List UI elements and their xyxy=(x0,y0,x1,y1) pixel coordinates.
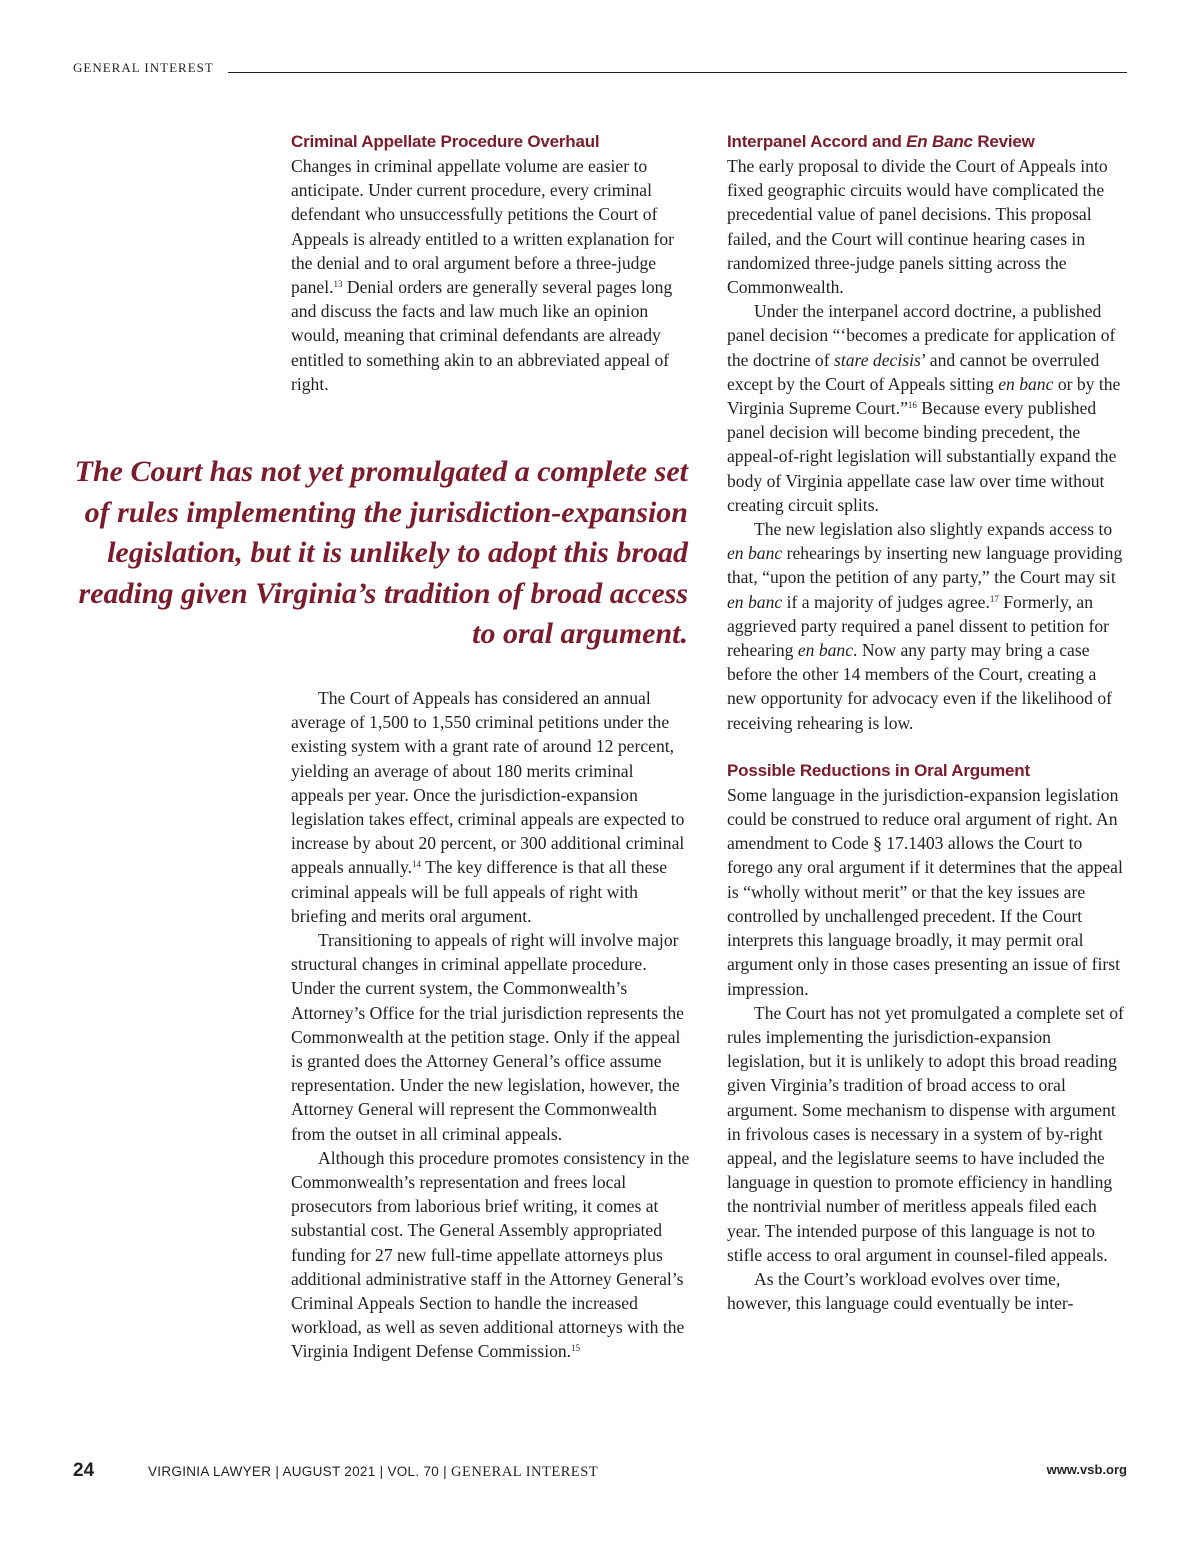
header-rule xyxy=(228,72,1127,73)
paragraph: The Court of Appeals has considered an annual average of 1,500 to 1,550 criminal petitions under the existing system with a grant rate of around 12 percent, yielding an average of about 180 merits criminal appeals per year. Once the jurisdiction-expansion legislation takes effect, criminal appeals are expected to increase by about 20 percent, or 300 additional criminal appeals annually.$^{14}$ The key difference is that all these criminal appeals will be full appeals of right with briefing and merits oral argument. xyxy=(291,688,685,926)
footnote-ref: 16 xyxy=(907,400,917,411)
paragraph: The Court has not yet promulgated a complete set of rules implementing the jurisdiction-expansion legislation, but it is unlikely to adopt this broad reading given Virginia’s tradition of broad access to oral argument. Some mechanism to dispense with argument in frivolous cases is necessary in a system of by-right appeal, and the legislature seems to have included the language in question to promote efficiency in handling the nontrivial number of meritless appeals filed each year. The intended purpose of this language is not to stifle access to oral argument in counsel-filed appeals. xyxy=(727,1002,1124,1265)
footer-website-link[interactable]: www.vsb.org xyxy=(1046,1462,1127,1477)
pull-quote: The Court has not yet promulgated a complete set of rules implementing the jurisdiction-expansion legislation, but it is unlikely to adopt this broad reading given Virginia’s tradition of broad access to oral argument. xyxy=(74,455,688,650)
column-middle-top xyxy=(291,130,690,396)
paragraph: Some language in the jurisdiction-expansion legislation could be construed to reduce oral argument of right. An amendment to Code § 17.1403 allows the Court to forego any oral argument if it determines that the appeal is “wholly without merit” or that the key issues are controlled by unchallenged precedent. If the Court interprets this language broadly, it may permit oral argument only in those cases presenting an issue of first impression. xyxy=(727,784,1123,999)
footnote-ref: 14 xyxy=(412,859,421,870)
column-middle-bottom xyxy=(291,686,690,1364)
heading-oral-argument: Possible Reductions in Oral Argument xyxy=(727,760,1030,780)
paragraph: Under the interpanel accord doctrine, a published panel decision “‘becomes a predicate for application of the doctrine of stare decisis’ and cannot be overruled except by the Court of Appeals sitting en banc or by the Virginia Supreme Court.”$^{16}$ Because every published panel decision will become binding precedent, the appeal-of-right legislation will substantially expand the body of Virginia appellate case law over time without creating circuit splits. xyxy=(727,301,1121,515)
paragraph: Although this procedure promotes consistency in the Commonwealth’s representation and frees local prosecutors from laborious brief writing, it comes at substantial cost. The General Assembly appropriated funding for 27 new full-time appellate attorneys plus additional administrative staff in the Attorney General’s Criminal Appeals Section to handle the increased workload, as well as seven additional attorneys with the Virginia Indigent Defense Commission.$^{15}$ xyxy=(291,1147,690,1362)
paragraph: The new legislation also slightly expands access to en banc rehearings by inserting new language providing that, “upon the petition of any party,” the Court may sit en banc if a majority of judges agree.$^{17}$ Formerly, an aggrieved party required a panel dissent to petition for rehearing en banc. Now any party may bring a case before the other 14 members of the Court, creating a new opportunity for advocacy even if the likelihood of receiving rehearing is low. xyxy=(727,519,1123,733)
footnote-ref: 13 xyxy=(333,279,343,290)
running-header: GENERAL INTEREST xyxy=(73,60,214,75)
paragraph: As the Court’s workload evolves over time, however, this language could eventually be inter- xyxy=(727,1268,1074,1314)
page-number: 24 xyxy=(73,1460,95,1481)
footnote-ref: 17 xyxy=(989,593,999,604)
heading-interpanel-accord: Interpanel Accord and En Banc Review xyxy=(727,132,1035,151)
footnote-ref: 15 xyxy=(571,1343,581,1354)
paragraph: The early proposal to divide the Court of Appeals into fixed geographic circuits would have complicated the precedential value of panel decisions. This proposal failed, and the Court will continue hearing cases in randomized three-judge panels sitting across the Commonwealth. xyxy=(727,156,1108,298)
heading-criminal-appellate: Criminal Appellate Procedure Overhaul xyxy=(291,132,600,151)
paragraph: Changes in criminal appellate volume are easier to anticipate. Under current procedure, every criminal defendant who unsuccessfully petitions the Court of Appeals is already entitled to a written explanation for the denial and to oral argument before a three-judge panel.$^{13}$ Denial orders are generally several pages long and discuss the facts and law much like an opinion would, meaning that criminal defendants are already entitled to something akin to an abbreviated appeal of right. xyxy=(291,156,675,394)
paragraph: Transitioning to appeals of right will involve major structural changes in criminal appellate procedure. Under the current system, the Commonwealth’s Attorney’s Office for the trial jurisdiction represents the Commonwealth at the petition stage. Only if the appeal is granted does the Attorney General’s office assume representation. Under the new legislation, however, the Attorney General will represent the Commonwealth from the outset in all criminal appeals. xyxy=(291,930,684,1144)
footer-magazine-info: VIRGINIA LAWYER | AUGUST 2021 | VOL. 70 | GENERAL INTEREST xyxy=(148,1464,599,1480)
column-right xyxy=(727,130,1129,1315)
